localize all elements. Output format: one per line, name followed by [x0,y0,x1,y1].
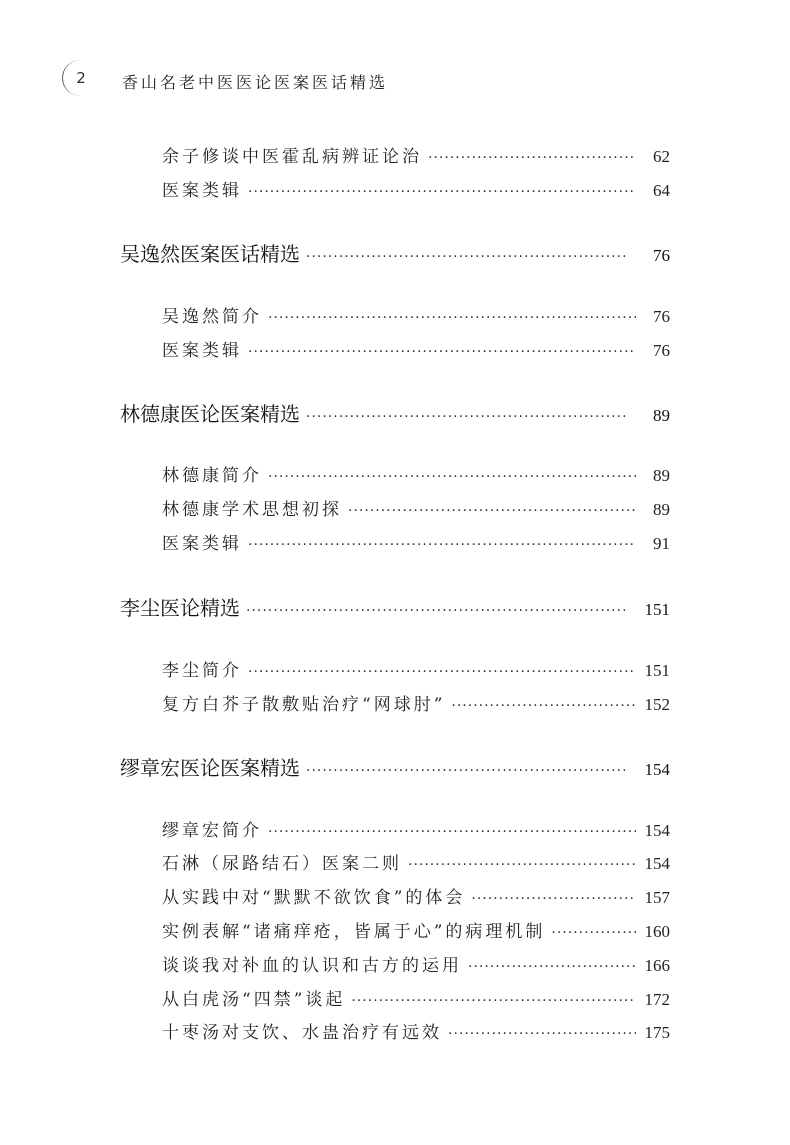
dot-leader [248,664,636,680]
toc-entry-page: 76 [653,307,670,326]
toc-entry[interactable] [162,690,670,715]
toc-entry-page: 89 [653,466,670,485]
toc-entry-title: 十枣汤对支饮、水蛊治疗有远效 [162,1023,442,1043]
dot-leader [468,959,636,975]
toc-entry[interactable] [162,1018,670,1043]
dot-leader [306,409,626,425]
toc-entry[interactable] [162,142,670,167]
dot-leader [268,310,636,326]
dot-leader [408,857,636,873]
toc-entry[interactable] [162,985,670,1010]
dot-leader [471,891,636,907]
toc-entry-title: 林德康简介 [162,466,262,486]
toc-entry[interactable] [162,656,670,681]
toc-entry-page: 89 [653,500,670,519]
toc-entry-title: 余子修谈中医霍乱病辨证论治 [162,147,422,167]
toc-section-title: 林德康医论医案精选 [120,402,300,426]
toc-entry-title: 石淋（尿路结石）医案二则 [162,854,402,874]
dot-leader [551,925,636,941]
toc-section-title: 吴逸然医案医话精选 [120,242,300,266]
dot-leader [268,824,636,840]
dot-leader [248,184,636,200]
toc-entry[interactable] [162,461,670,486]
toc-entry-title: 从实践中对“默默不欲饮食”的体会 [162,888,466,908]
toc-entry-title: 医案类辑 [162,341,242,361]
toc-entry[interactable] [162,917,670,942]
book-title: 香山名老中医医论医案医话精选 [122,73,389,92]
dot-leader [351,993,636,1009]
dot-leader [451,698,636,714]
toc-entry[interactable] [162,816,670,841]
toc-entry-page: 151 [644,661,670,680]
toc-entry[interactable] [162,951,670,976]
toc-entry-title: 从白虎汤“四禁”谈起 [162,990,346,1010]
toc-entry-page: 64 [653,181,670,200]
toc-entry[interactable] [162,336,670,361]
toc-entry-title: 李尘简介 [162,661,242,681]
toc-entry[interactable] [162,302,670,327]
toc-section-page: 151 [644,600,670,619]
toc-entry[interactable] [162,849,670,874]
toc-section-title: 缪章宏医论医案精选 [120,756,300,780]
toc-entry-title: 复方白芥子散敷贴治疗“网球肘” [162,695,446,715]
dot-leader [248,537,636,553]
dot-leader [268,469,636,485]
toc-section-page: 154 [644,760,670,779]
dot-leader [428,150,636,166]
toc-entry-page: 172 [644,990,670,1009]
toc-entry[interactable] [162,176,670,201]
toc-entry[interactable] [162,883,670,908]
toc-entry-title: 林德康学术思想初探 [162,500,342,520]
toc-section-heading[interactable] [120,238,670,267]
page-number: 2 [62,60,99,96]
toc-section-title: 李尘医论精选 [120,596,240,620]
toc-entry-page: 76 [653,341,670,360]
toc-entry-page: 154 [644,854,670,873]
toc-entry-title: 谈谈我对补血的认识和古方的运用 [162,956,462,976]
toc-entry-page: 160 [644,922,670,941]
toc-entry-page: 154 [644,821,670,840]
toc-entry-page: 62 [653,147,670,166]
dot-leader [248,344,636,360]
toc-entry[interactable] [162,495,670,520]
toc-entry-page: 157 [644,888,670,907]
toc-entry-page: 175 [644,1023,670,1042]
dot-leader [246,603,626,619]
dot-leader [306,249,626,265]
toc-section-heading[interactable] [120,592,670,621]
dot-leader [348,503,636,519]
toc-section-page: 76 [653,246,670,265]
toc-section-heading[interactable] [120,398,670,427]
toc-section-page: 89 [653,406,670,425]
toc-entry-title: 医案类辑 [162,534,242,554]
toc-entry-title: 实例表解“诸痛痒疮，皆属于心”的病理机制 [162,922,546,942]
dot-leader [306,763,626,779]
toc-entry-page: 166 [644,956,670,975]
toc-section-heading[interactable] [120,752,670,781]
toc-entry-page: 152 [644,695,670,714]
toc-entry-page: 91 [653,534,670,553]
toc-entry-title: 医案类辑 [162,181,242,201]
page-header [60,58,750,102]
dot-leader [448,1026,636,1042]
toc-entry[interactable] [162,529,670,554]
toc-entry-title: 缪章宏简介 [162,821,262,841]
toc-entry-title: 吴逸然简介 [162,307,262,327]
